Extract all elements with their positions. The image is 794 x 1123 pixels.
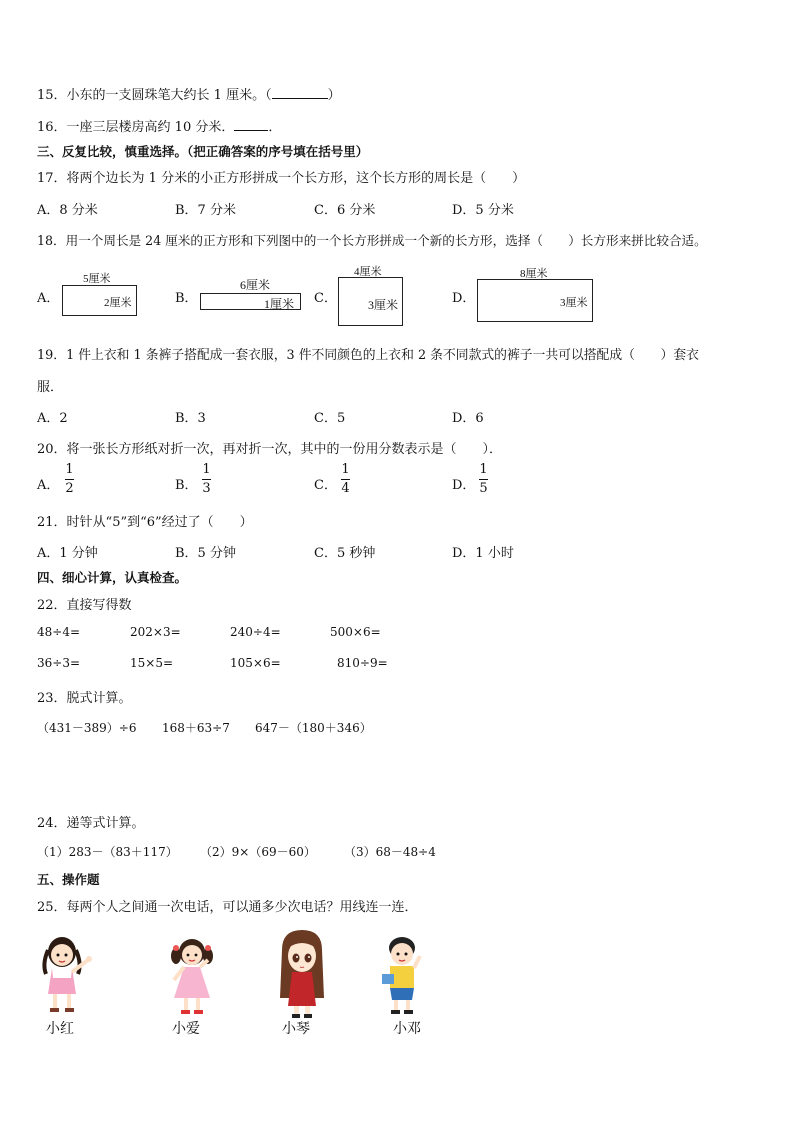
section-3-heading: 三、反复比较，慎重选择。（把正确答案的序号填在括号里）	[37, 144, 369, 159]
q19-option-d[interactable]: D．6	[452, 411, 484, 426]
q21-option-b[interactable]: B．5 分钟	[175, 546, 236, 561]
fraction-denominator: 2	[65, 481, 74, 496]
q18-a-top-label: 5厘米	[83, 273, 111, 285]
q20-option-a-fraction	[65, 463, 74, 496]
question-21: 21．时针从“5”到“6”经过了（ ）	[37, 515, 253, 530]
q15-text: 15．小东的一支圆珠笔大约长 1 厘米。（	[37, 88, 272, 103]
q19-option-a[interactable]: A．2	[37, 411, 68, 426]
q22-r1-c3: 240÷4=	[230, 625, 281, 639]
question-19-line2: 服．	[37, 380, 64, 395]
girl-xiaoqin-icon	[274, 928, 330, 1020]
q22-r2-c4: 810÷9=	[337, 656, 388, 670]
name-xiaodeng: 小邓	[393, 1021, 421, 1037]
q20-option-a-letter[interactable]: A．	[37, 478, 60, 493]
q15-blank[interactable]	[272, 86, 328, 99]
q16-blank[interactable]	[234, 118, 268, 131]
q22-r1-c1: 48÷4=	[37, 625, 81, 639]
q24-item-3: （3）68－48÷4	[344, 845, 436, 859]
q22-r1-c4: 500×6=	[330, 625, 381, 639]
fraction-bar	[202, 479, 211, 480]
question-15	[37, 84, 341, 103]
q20-option-d-fraction	[479, 463, 488, 496]
q24-item-2: （2）9×（69－60）	[200, 845, 316, 859]
question-25: 25．每两个人之间通一次电话，可以通多少次电话？用线连一连．	[37, 900, 418, 915]
q15-close: ）	[327, 88, 341, 103]
q20-option-b-fraction	[202, 463, 211, 496]
fraction-numerator: 1	[202, 462, 211, 477]
q18-option-d-letter[interactable]: D．	[452, 291, 476, 306]
girl-xiaohong-icon	[38, 930, 102, 1018]
fraction-numerator: 1	[479, 462, 488, 477]
fraction-denominator: 3	[202, 481, 211, 496]
question-23: 23．脱式计算。	[37, 691, 132, 706]
q20-option-c-fraction	[341, 463, 350, 496]
q18-c-side-label: 3厘米	[368, 298, 399, 312]
q25-figure	[38, 926, 426, 1036]
question-20: 20．将一张长方形纸对折一次，再对折一次，其中的一份用分数表示是（ ）．	[37, 442, 503, 457]
name-xiaohong: 小红	[46, 1021, 74, 1037]
q18-c-top-label: 4厘米	[354, 266, 382, 278]
q18-option-c-letter[interactable]: C．	[314, 291, 337, 306]
q18-d-side-label: 3厘米	[560, 297, 588, 309]
q24-item-1: （1）283－（83＋117）	[37, 845, 178, 859]
q16-end: ．	[268, 120, 282, 135]
q17-option-b[interactable]: B．7 分米	[175, 203, 236, 218]
question-19-line1: 19．1 件上衣和 1 条裤子搭配成一套衣服，3 件不同颜色的上衣和 2 条不同款式的裤子一共可以搭配成（ ）套衣	[37, 348, 699, 363]
q22-r1-c2: 202×3=	[130, 625, 181, 639]
section-5-heading: 五、操作题	[37, 872, 100, 887]
fraction-bar	[341, 479, 350, 480]
q21-option-c[interactable]: C．5 秒钟	[314, 546, 376, 561]
fraction-denominator: 5	[479, 481, 488, 496]
fraction-bar	[479, 479, 488, 480]
q23-item-1: （431－389）÷6	[37, 721, 137, 735]
q20-option-b-letter[interactable]: B．	[175, 478, 198, 493]
q22-r2-c2: 15×5=	[130, 656, 174, 670]
q18-option-a-letter[interactable]: A．	[37, 291, 60, 306]
q18-b-side-label: 1厘米	[264, 297, 295, 311]
q17-option-d[interactable]: D．5 分米	[452, 203, 514, 218]
question-18: 18．用一个周长是 24 厘米的正方形和下列图中的一个长方形拼成一个新的长方形，选择（ ）长方形来拼比较合适。	[37, 233, 707, 248]
q20-option-c-letter[interactable]: C．	[314, 478, 337, 493]
name-xiaoai: 小爱	[172, 1021, 200, 1037]
fraction-numerator: 1	[341, 462, 350, 477]
question-22: 22．直接写得数	[37, 598, 132, 613]
name-xiaoqin: 小琴	[282, 1021, 310, 1037]
question-16	[37, 116, 281, 135]
question-17: 17．将两个边长为 1 分米的小正方形拼成一个长方形，这个长方形的周长是（ ）	[37, 171, 526, 186]
q23-item-2: 168＋63÷7	[162, 721, 230, 735]
q21-option-a[interactable]: A．1 分钟	[37, 546, 98, 561]
q23-item-3: 647－（180＋346）	[255, 721, 372, 735]
fraction-numerator: 1	[65, 462, 74, 477]
q17-option-c[interactable]: C．6 分米	[314, 203, 376, 218]
q18-option-b-letter[interactable]: B．	[175, 291, 198, 306]
fraction-bar	[65, 479, 74, 480]
girl-xiaoai-icon	[164, 932, 220, 1020]
q17-option-a[interactable]: A．8 分米	[37, 203, 98, 218]
q21-option-d[interactable]: D．1 小时	[452, 546, 514, 561]
question-24: 24．递等式计算。	[37, 816, 145, 831]
q19-option-b[interactable]: B．3	[175, 411, 206, 426]
q19-option-c[interactable]: C．5	[314, 411, 346, 426]
section-4-heading: 四、细心计算，认真检查。	[37, 570, 188, 585]
q22-r2-c3: 105×6=	[230, 656, 281, 670]
q20-option-d-letter[interactable]: D．	[452, 478, 476, 493]
boy-xiaodeng-icon	[378, 934, 426, 1020]
q18-d-top-label: 8厘米	[520, 268, 548, 280]
fraction-denominator: 4	[341, 481, 350, 496]
q16-text: 16．一座三层楼房高约 10 分米．	[37, 120, 235, 135]
q18-b-top-label: 6厘米	[240, 278, 271, 292]
q22-r2-c1: 36÷3=	[37, 656, 81, 670]
q18-a-side-label: 2厘米	[104, 297, 132, 309]
